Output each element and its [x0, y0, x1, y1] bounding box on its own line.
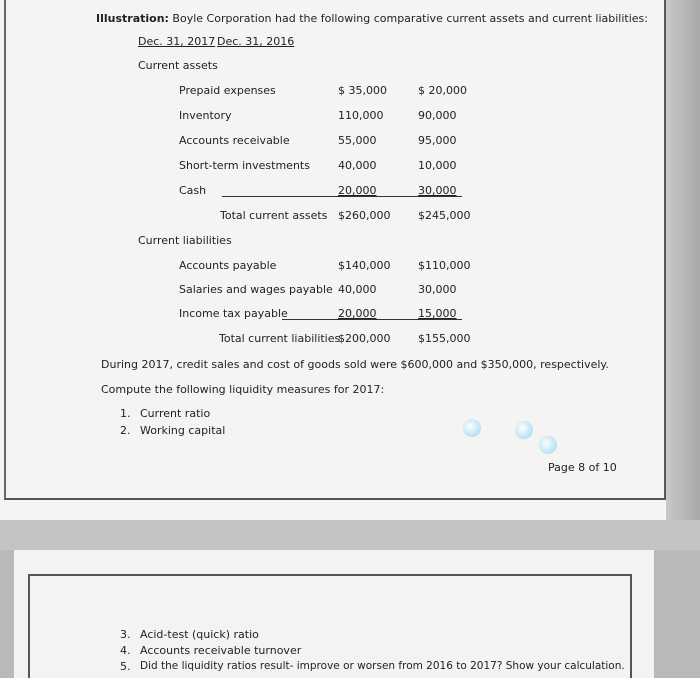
current-liabilities-label: Current liabilities	[138, 234, 232, 247]
asset-row-2016: 95,000	[418, 134, 457, 147]
decorative-dot	[463, 419, 481, 437]
instruction: Compute the following liquidity measures for 2017:	[101, 383, 385, 396]
asset-row-2016: 30,000	[418, 184, 457, 197]
date-2017: Dec. 31, 2017	[138, 35, 216, 48]
measure-item: Did the liquidity ratios result- improve or worsen from 2016 to 2017? Show your calculation.	[140, 660, 625, 672]
asset-row-name: Prepaid expenses	[179, 84, 276, 97]
liability-row-name: Accounts payable	[179, 259, 277, 272]
decorative-dot	[539, 436, 557, 454]
liability-row-2017: 20,000	[338, 307, 377, 320]
asset-row-2016: 90,000	[418, 109, 457, 122]
liability-row-2017: 40,000	[338, 283, 377, 296]
liability-row-name: Income tax payable	[179, 307, 288, 320]
total-assets-2016: $245,000	[418, 209, 471, 222]
heading-text: Boyle Corporation had the following comparative current assets and current liabilities:	[168, 12, 648, 25]
liability-row-2016: 30,000	[418, 283, 457, 296]
subtotal-rule	[282, 319, 462, 320]
liability-row-2017: $140,000	[338, 259, 391, 272]
asset-row-name: Inventory	[179, 109, 232, 122]
page-shadow	[666, 0, 700, 520]
asset-row-name: Cash	[179, 184, 207, 197]
illustration-heading	[96, 12, 648, 25]
heading-lead: Illustration:	[96, 12, 169, 25]
liability-row-name: Salaries and wages payable	[179, 283, 333, 296]
total-assets-2017: $260,000	[338, 209, 391, 222]
measure-number: 1.	[120, 407, 131, 420]
asset-row-2016: 10,000	[418, 159, 457, 172]
liability-row-2016: 15,000	[418, 307, 457, 320]
total-liabilities-2016: $155,000	[418, 332, 471, 345]
asset-row-2017: 40,000	[338, 159, 377, 172]
date-2016: Dec. 31, 2016	[217, 35, 295, 48]
asset-row-2017: 110,000	[338, 109, 384, 122]
measure-number: 4.	[120, 644, 131, 657]
page-gap	[0, 520, 700, 550]
page-8-border	[4, 0, 666, 500]
asset-row-2017: 55,000	[338, 134, 377, 147]
asset-row-name: Accounts receivable	[179, 134, 290, 147]
sales-note: During 2017, credit sales and cost of goods sold were $600,000 and $350,000, respectively.	[101, 358, 609, 371]
current-assets-label: Current assets	[138, 59, 218, 72]
liability-row-2016: $110,000	[418, 259, 471, 272]
asset-row-name: Short-term investments	[179, 159, 310, 172]
asset-row-2016: $ 20,000	[418, 84, 467, 97]
asset-row-2017: 20,000	[338, 184, 377, 197]
measure-item: Accounts receivable turnover	[140, 644, 302, 657]
total-assets-label: Total current assets	[220, 209, 328, 222]
decorative-dot	[515, 421, 533, 439]
measure-number: 2.	[120, 424, 131, 437]
measure-item: Working capital	[140, 424, 226, 437]
asset-row-2017: $ 35,000	[338, 84, 387, 97]
measure-number: 3.	[120, 628, 131, 641]
subtotal-rule	[222, 196, 462, 197]
measure-item: Acid-test (quick) ratio	[140, 628, 259, 641]
total-liabilities-2017: $200,000	[338, 332, 391, 345]
page-indicator: Page 8 of 10	[548, 461, 617, 474]
measure-number: 5.	[120, 660, 131, 673]
total-liabilities-label: Total current liabilities	[219, 332, 341, 345]
measure-item: Current ratio	[140, 407, 211, 420]
